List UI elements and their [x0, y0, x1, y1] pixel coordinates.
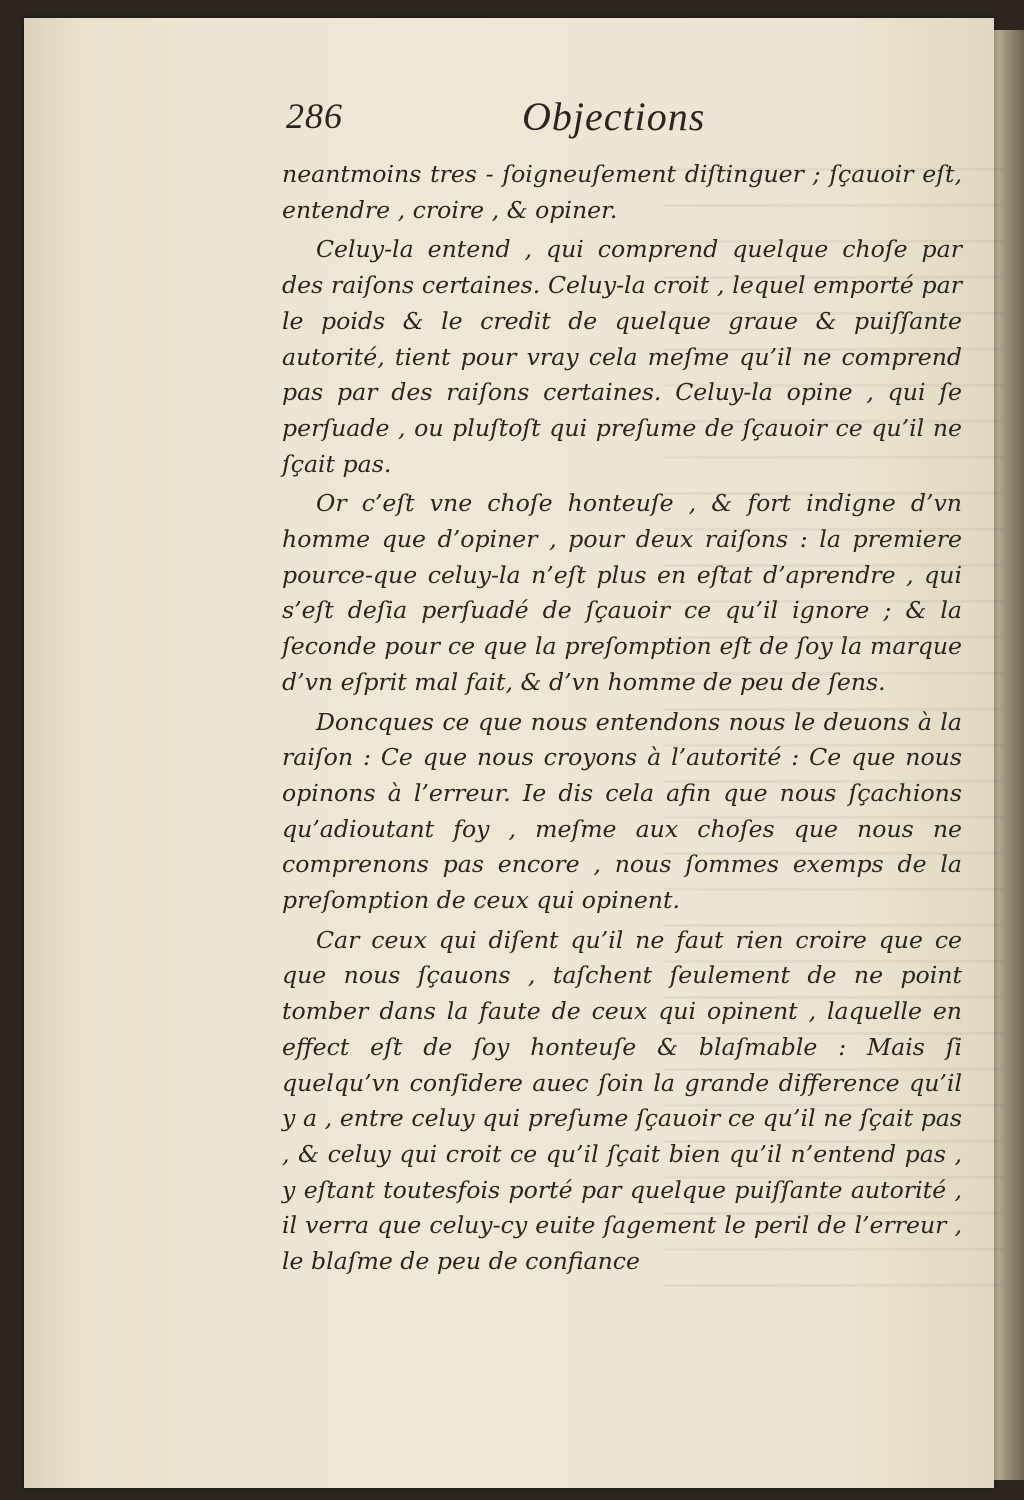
paragraph: Or c’eſt vne choſe honteuſe , & fort indigne d’vn homme que d’opiner , pour deux raiſons : la premiere pource-que celuy-la n’eſt plus en eſtat d’aprendre , qui s’eſt deſia perſuadé de ſçauoir ce qu’il ignore ; & la ſeconde pour ce que la preſomption eſt de ſoy la marque d’vn eſprit mal fait, & d’vn homme de peu de ſens. [282, 489, 962, 696]
paragraph: Celuy-la entend , qui comprend quelque choſe par des raiſons certaines. Celuy-la croit , lequel emporté par le poids & le credit de quelque graue & puiſſante autorité, tient pour vray cela meſme qu’il ne comprend pas par des raiſons certaines. Celuy-la opine , qui ſe perſuade , ou pluſtoſt qui preſume de ſçauoir ce qu’il ne ſçait pas. [282, 235, 962, 478]
running-title: Objections [522, 94, 706, 139]
text-block [282, 95, 962, 1275]
paragraph: Car ceux qui diſent qu’il ne faut rien croire que ce que nous ſçauons , taſchent ſeulement de ne point tomber dans la faute de ceux qui opinent , laquelle en effect eſt de ſoy honteuſe & blaſmable : Mais ſi quelqu’vn conſidere auec ſoin la grande difference qu’il y a , entre celuy qui preſume ſçauoir ce qu’il ne ſçait pas , & celuy qui croit ce qu’il ſçait bien qu’il n’entend pas , y eſtant toutesfois porté par quelque puiſſante autorité , il verra que celuy-cy euite ſagement le peril de l’erreur , le blaſme de peu de confiance [282, 925, 962, 1276]
paragraph: Doncques ce que nous entendons nous le deuons à la raiſon : Ce que nous croyons à l’autorité : Ce que nous opinons à l’erreur. Ie dis cela afin que nous ſçachions qu’adioutant foy , meſme aux choſes que nous ne comprenons pas encore , nous ſommes exemps de la preſomption de ceux qui opinent. [282, 707, 962, 915]
running-head [282, 95, 962, 157]
paragraph: neantmoins tres - ſoigneuſement diſtinguer ; ſçauoir eſt, entendre , croire , & opiner. [282, 160, 962, 224]
body-text [282, 157, 962, 1280]
page-number: 286 [286, 96, 343, 136]
